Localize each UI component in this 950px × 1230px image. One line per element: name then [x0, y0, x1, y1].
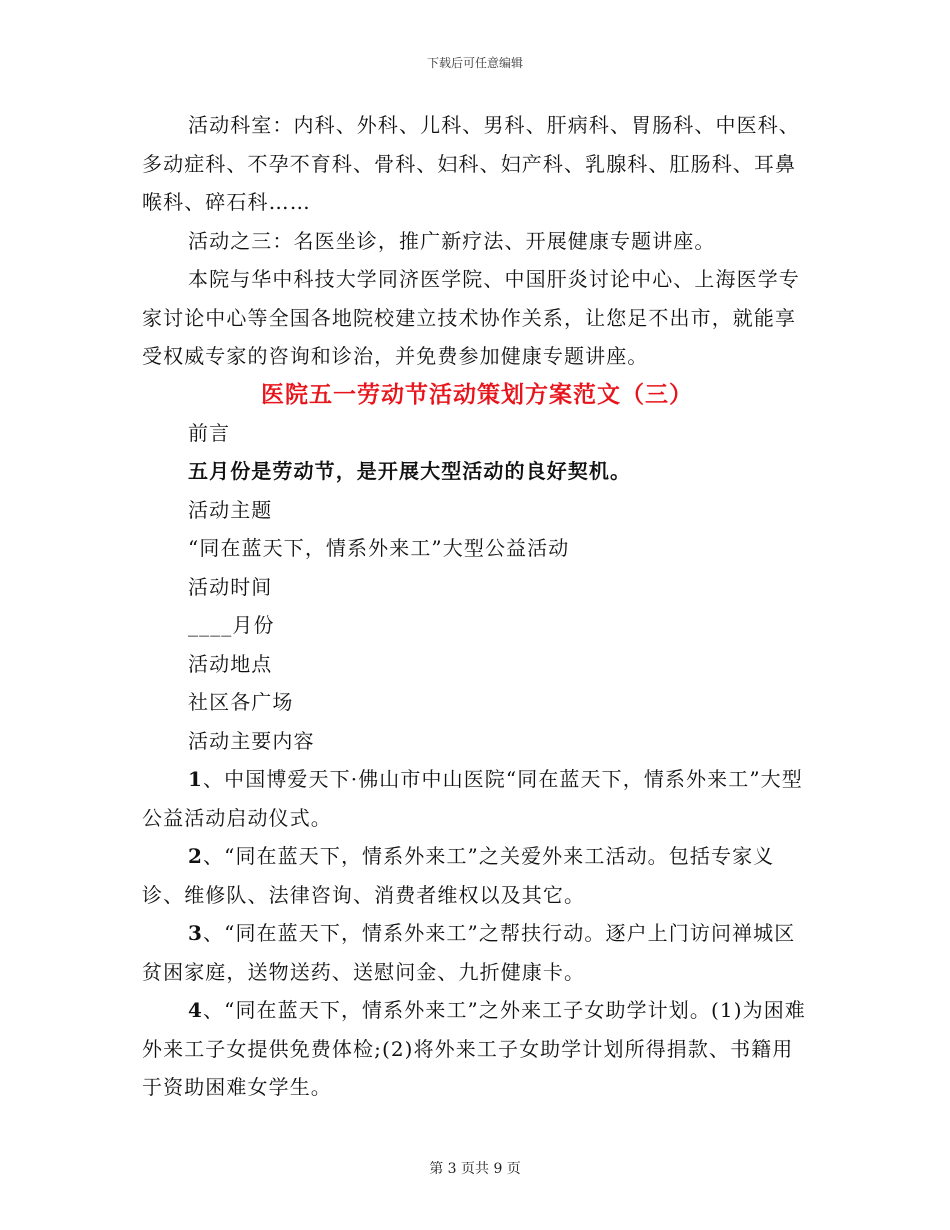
paragraph-preface-heading: 前言	[188, 420, 231, 445]
list-item-number: 4	[188, 998, 204, 1022]
page-footer: 第 3 页共 9 页	[429, 1161, 521, 1177]
paragraph-theme-heading: 活动主题	[188, 497, 273, 522]
list-item-number: 1	[188, 767, 204, 791]
paragraph-activity-three: 活动之三：名医坐诊，推广新疗法、开展健康专题讲座。	[188, 228, 716, 253]
paragraph-location-text: 社区各广场	[188, 690, 294, 714]
paragraph-cooperation: 本院与华中科技大学同济医学院、中国肝炎讨论中心、上海医学专家讨论中心等全国各地院校建立技术协作关系，让您足不出市，就能享受权威专家的咨询和诊治，并免费参加健康专题讲座。	[142, 267, 800, 368]
list-item-number: 3	[188, 921, 204, 945]
paragraph-time-text: ____月份	[188, 613, 275, 637]
list-item-text: 、“同在蓝天下，情系外来工”之外来工子女助学计划。(1)为困难外来工子女提供免费体检;(2)将外来工子女助学计划所得捐款、书籍用于资助困难女学生。	[142, 998, 806, 1099]
paragraph-departments: 活动科室：内科、外科、儿科、男科、肝病科、胃肠科、中医科、多动症科、不孕不育科、骨科、妇科、妇产科、乳腺科、肛肠科、耳鼻喉科、碎石科……	[142, 113, 800, 214]
list-item-text: 、中国博爱天下·佛山市中山医院“同在蓝天下，情系外来工”大型公益活动启动仪式。	[142, 767, 803, 830]
list-item	[142, 837, 812, 914]
list-item	[142, 991, 812, 1107]
list-item	[142, 914, 812, 991]
document-body	[142, 106, 812, 1107]
page-header: 下载后可任意编辑	[426, 56, 523, 70]
section-title: 医院五一劳动节活动策划方案范文（三）	[261, 380, 693, 408]
list-item-text: 、“同在蓝天下，情系外来工”之关爱外来工活动。包括专家义诊、维修队、法律咨询、消费者维权以及其它。	[142, 844, 775, 907]
paragraph-content-heading: 活动主要内容	[188, 728, 315, 753]
paragraph-location-heading: 活动地点	[188, 651, 273, 676]
paragraph-theme-text: “同在蓝天下，情系外来工”大型公益活动	[188, 536, 570, 560]
paragraph-time-heading: 活动时间	[188, 574, 273, 599]
list-item	[142, 760, 812, 837]
paragraph-preface-text: 五月份是劳动节，是开展大型活动的良好契机。	[188, 459, 632, 483]
list-item-text: 、“同在蓝天下，情系外来工”之帮扶行动。逐户上门访问禅城区贫困家庭，送物送药、送慰问金、九折健康卡。	[142, 921, 796, 984]
list-item-number: 2	[188, 844, 204, 868]
